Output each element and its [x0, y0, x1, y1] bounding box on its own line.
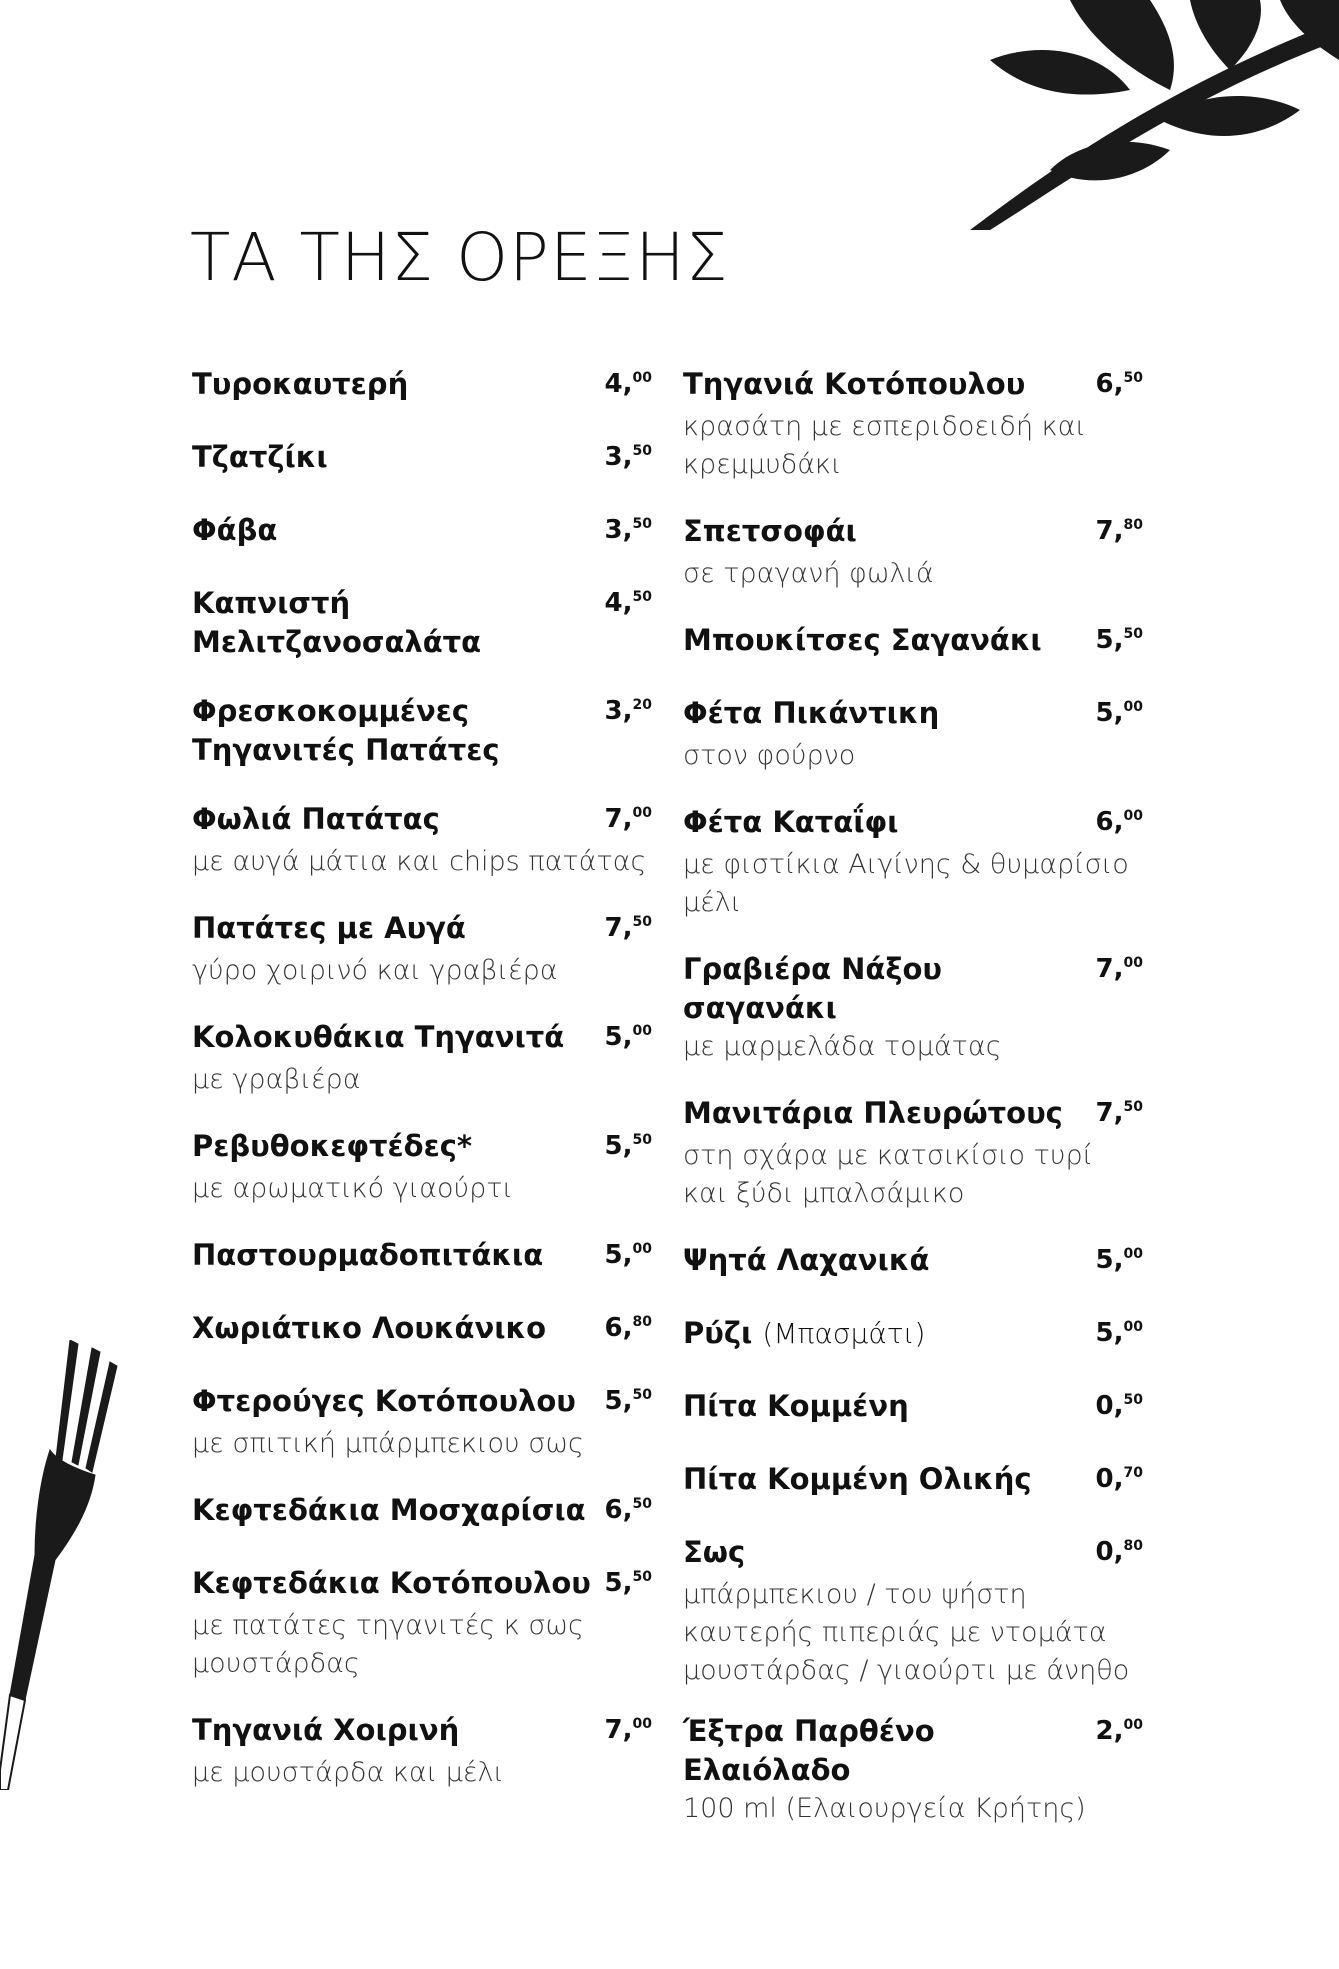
menu-item-price: [1088, 694, 1143, 737]
price-whole: 5,: [604, 1240, 633, 1270]
menu-column-left: [192, 365, 652, 1792]
menu-item: [683, 1460, 1143, 1503]
price-whole: 5,: [604, 1022, 633, 1052]
price-whole: 3,: [604, 696, 633, 726]
price-cents: 50: [1123, 1392, 1143, 1408]
menu-item-price: [597, 1491, 652, 1534]
menu-item-header: [683, 512, 1143, 555]
price-whole: 6,: [1095, 369, 1124, 399]
menu-item-name: [192, 1711, 459, 1750]
price-whole: 7,: [604, 804, 633, 834]
menu-item-price: [597, 1127, 652, 1170]
menu-item-name: [683, 1533, 745, 1572]
leaf-branch-icon: [930, 0, 1339, 230]
menu-item: [192, 1491, 652, 1534]
price-cents: 00: [632, 370, 652, 386]
menu-item: [683, 512, 1143, 593]
menu-item-header: [683, 1387, 1143, 1430]
menu-item-name-text: Ρύζι: [683, 1316, 753, 1350]
menu-item-price: [597, 1309, 652, 1352]
menu-item-name: [683, 803, 898, 842]
menu-item-name: [683, 1460, 1032, 1499]
menu-item-name: [192, 584, 597, 662]
price-cents: 50: [632, 914, 652, 930]
price-cents: 80: [1123, 517, 1143, 533]
menu-item-name: [192, 800, 440, 839]
menu-item-name-text: Χωριάτικο Λουκάνικο: [192, 1311, 547, 1345]
menu-item: [683, 365, 1143, 484]
menu-item-price: [597, 438, 652, 481]
price-whole: 7,: [1095, 516, 1124, 546]
price-cents: 50: [632, 516, 652, 532]
menu-item-header: [192, 1018, 652, 1061]
menu-item: [192, 1564, 652, 1683]
menu-item-description: 100 ml (Ελαιουργεία Κρήτης): [683, 1793, 1086, 1824]
price-whole: 5,: [1095, 625, 1124, 655]
menu-item-name-text: Τηγανιά Κοτόπουλου: [683, 367, 1026, 401]
menu-item-header: [192, 1309, 652, 1352]
menu-item-price: [597, 584, 652, 627]
menu-item-header: [683, 950, 1143, 1028]
menu-item-header: [192, 909, 652, 952]
menu-item: [192, 909, 652, 990]
price-whole: 7,: [1095, 1098, 1124, 1128]
menu-item-header: [683, 1712, 1143, 1790]
menu-item-name: [192, 1127, 472, 1166]
menu-item-name-text: Φωλιά Πατάτας: [192, 802, 440, 836]
price-cents: 00: [1123, 1319, 1143, 1335]
menu-item-header: [683, 1241, 1143, 1284]
menu-item-name: [192, 1236, 543, 1275]
menu-column-right: [683, 365, 1143, 1828]
menu-item: [683, 1241, 1143, 1284]
menu-item: [683, 950, 1143, 1066]
price-cents: 50: [1123, 1099, 1143, 1115]
price-cents: 80: [632, 1314, 652, 1330]
menu-item: [192, 1127, 652, 1208]
menu-item-name-text: Σως: [683, 1535, 746, 1569]
price-whole: 7,: [604, 913, 633, 943]
menu-item-price: [1088, 621, 1143, 664]
menu-item-name-text: Ρεβυθοκεφτέδες*: [192, 1129, 473, 1163]
price-whole: 4,: [604, 588, 633, 618]
menu-item-name-text: Φάβα: [192, 513, 278, 547]
menu-item-name-text: Τζατζίκι: [192, 440, 328, 474]
menu-item: [192, 365, 652, 408]
price-whole: 5,: [1095, 1318, 1124, 1348]
menu-item-price: [1088, 1314, 1143, 1357]
price-cents: 00: [1123, 808, 1143, 824]
price-whole: 0,: [1095, 1537, 1124, 1567]
menu-item-name-text: Πατάτες με Αυγά: [192, 911, 466, 945]
menu-item-price: [1088, 1387, 1143, 1430]
menu-item-name-text: Φέτα Πικάντικη: [683, 696, 940, 730]
menu-item-name-text: Μπουκίτσες Σαγανάκι: [683, 623, 1042, 657]
menu-item: [192, 1711, 652, 1792]
menu-item-description: με μουστάρδα και μέλι: [192, 1757, 504, 1788]
menu-item-description: μπάρμπεκιου / του ψήστη καυτερής πιπεριάς με ντομάτα μουστάρδας / γιαούρτι με άνηθο: [683, 1579, 1130, 1686]
menu-item-name: [683, 512, 857, 551]
menu-item-name: [192, 1309, 546, 1348]
menu-item-description: σε τραγανή φωλιά: [683, 558, 934, 589]
price-whole: 3,: [604, 515, 633, 545]
menu-item-header: [192, 1491, 652, 1534]
menu-item-name-text: Έξτρα Παρθένο Ελαιόλαδο: [683, 1714, 935, 1787]
menu-item-header: [192, 1127, 652, 1170]
price-cents: 50: [632, 1569, 652, 1585]
menu-item-price: [1088, 1094, 1143, 1137]
menu-item-header: [192, 692, 652, 770]
price-cents: 50: [632, 589, 652, 605]
menu-item-header: [683, 1094, 1143, 1137]
price-cents: 50: [632, 1387, 652, 1403]
menu-item-name-text: Πίτα Κομμένη: [683, 1389, 909, 1423]
price-cents: 00: [632, 1023, 652, 1039]
menu-item-description: γύρο χοιρινό και γραβιέρα: [192, 955, 558, 986]
menu-item: [683, 1712, 1143, 1828]
menu-item-header: [192, 584, 652, 662]
menu-item-price: [597, 800, 652, 843]
menu-item-header: [192, 511, 652, 554]
menu-item-name: [192, 909, 466, 948]
menu-item-price: [1088, 1712, 1143, 1755]
menu-item-name: [192, 1491, 586, 1530]
menu-item-name: [192, 365, 408, 404]
menu-item-price: [1088, 365, 1143, 408]
price-whole: 7,: [1095, 954, 1124, 984]
menu-item-header: [192, 1564, 652, 1607]
menu-item-price: [1088, 1241, 1143, 1284]
menu-item-name: [683, 694, 939, 733]
price-cents: 00: [632, 805, 652, 821]
menu-item-name-text: Τυροκαυτερή: [192, 367, 409, 401]
price-whole: 0,: [1095, 1391, 1124, 1421]
menu-item: [192, 584, 652, 662]
menu-item-header: [683, 1533, 1143, 1576]
price-cents: 50: [1123, 370, 1143, 386]
price-whole: 6,: [604, 1313, 633, 1343]
fork-icon: [0, 1340, 120, 1790]
menu-item-header: [192, 1236, 652, 1279]
menu-item-name: [192, 1564, 591, 1603]
menu-item: [192, 438, 652, 481]
menu-item: [192, 1382, 652, 1463]
price-cents: 20: [632, 697, 652, 713]
menu-item-price: [1088, 803, 1143, 846]
menu-item-description: με φιστίκια Αιγίνης & θυμαρίσιο μέλι: [683, 849, 1129, 918]
menu-item-description: στον φούρνο: [683, 740, 856, 771]
menu-item-header: [192, 365, 652, 408]
price-cents: 00: [632, 1241, 652, 1257]
menu-item-description: με μαρμελάδα τομάτας: [683, 1031, 1002, 1062]
price-whole: 0,: [1095, 1464, 1124, 1494]
menu-item-name-text: Φρεσκοκομμένες Τηγανιτές Πατάτες: [192, 694, 500, 767]
menu-item-name-text: Φέτα Καταΐφι: [683, 805, 899, 839]
menu-item: [683, 694, 1143, 775]
menu-item-price: [597, 1018, 652, 1061]
price-whole: 5,: [604, 1131, 633, 1161]
price-whole: 6,: [604, 1495, 633, 1525]
price-whole: 5,: [604, 1568, 633, 1598]
menu-item-name: [192, 1382, 576, 1421]
menu-item-name-text: Παστουρμαδοπιτάκια: [192, 1238, 544, 1272]
menu-item-price: [597, 511, 652, 554]
price-cents: 00: [1123, 1246, 1143, 1262]
menu-item-name-text: Κεφτεδάκια Μοσχαρίσια: [192, 1493, 586, 1527]
menu-item: [683, 1094, 1143, 1213]
menu-item: [192, 1018, 652, 1099]
menu-item-name-text: Φτερούγες Κοτόπουλου: [192, 1384, 576, 1418]
menu-item-name: [683, 1712, 1088, 1790]
price-whole: 5,: [1095, 1245, 1124, 1275]
menu-item-header: [683, 1460, 1143, 1503]
menu-item-price: [1088, 512, 1143, 555]
menu-item-name-extra: (Μπασμάτι): [762, 1317, 926, 1350]
menu-item-name: [683, 621, 1042, 660]
menu-item-description: κρασάτη με εσπεριδοειδή και κρεμμυδάκι: [683, 411, 1086, 480]
price-whole: 7,: [604, 1715, 633, 1745]
price-cents: 50: [632, 443, 652, 459]
price-cents: 00: [1123, 955, 1143, 971]
menu-item-name-text: Μανιτάρια Πλευρώτους: [683, 1096, 1063, 1130]
price-whole: 6,: [1095, 807, 1124, 837]
menu-item-price: [597, 1564, 652, 1607]
menu-item: [683, 1533, 1143, 1690]
menu-item-name-text: Κεφτεδάκια Κοτόπουλου: [192, 1566, 591, 1600]
menu-item-description: με σπιτική μπάρμπεκιου σως: [192, 1428, 584, 1459]
menu-item-name: [192, 438, 328, 477]
menu-item-price: [597, 1711, 652, 1754]
menu-item: [192, 511, 652, 554]
menu-item-name-text: Καπνιστή Μελιτζανοσαλάτα: [192, 586, 482, 659]
menu-item-description: με γραβιέρα: [192, 1064, 361, 1095]
price-whole: 5,: [1095, 698, 1124, 728]
price-cents: 00: [1123, 1717, 1143, 1733]
price-whole: 5,: [604, 1386, 633, 1416]
menu-item-description: στη σχάρα με κατσικίσιο τυρί και ξύδι μπαλσάμικο: [683, 1140, 1094, 1209]
menu-item-header: [683, 1314, 1143, 1357]
menu-item-header: [683, 694, 1143, 737]
menu-item-header: [683, 365, 1143, 408]
menu-item: [192, 1309, 652, 1352]
menu-item: [192, 692, 652, 770]
menu-item-name-text: Ψητά Λαχανικά: [683, 1243, 930, 1277]
menu-item-name-text: Σπετσοφάι: [683, 514, 857, 548]
menu-item: [683, 621, 1143, 664]
price-cents: 00: [632, 1716, 652, 1732]
menu-item-price: [597, 909, 652, 952]
price-cents: 00: [1123, 699, 1143, 715]
menu-item: [683, 1387, 1143, 1430]
menu-item-price: [1088, 1460, 1143, 1503]
menu-item-price: [597, 692, 652, 735]
menu-item-header: [192, 800, 652, 843]
menu-item-name: [683, 1387, 909, 1426]
menu-item-price: [597, 365, 652, 408]
menu-item-name-text: Κολοκυθάκια Τηγανιτά: [192, 1020, 565, 1054]
menu-item-name: [683, 1241, 929, 1280]
price-whole: 2,: [1095, 1716, 1124, 1746]
menu-item: [683, 803, 1143, 922]
price-whole: 4,: [604, 369, 633, 399]
menu-item-price: [1088, 1533, 1143, 1576]
menu-item-description: με αυγά μάτια και chips πατάτας: [192, 846, 647, 877]
menu-item-price: [597, 1236, 652, 1279]
menu-item-header: [683, 803, 1143, 846]
menu-item-header: [192, 1382, 652, 1425]
menu-item-name: [683, 1314, 925, 1353]
price-cents: 50: [1123, 626, 1143, 642]
menu-item-header: [192, 438, 652, 481]
price-cents: 70: [1123, 1465, 1143, 1481]
menu-item-name: [683, 365, 1025, 404]
menu-item-name: [192, 1018, 564, 1057]
menu-item-header: [683, 621, 1143, 664]
menu-item-name: [683, 1094, 1063, 1133]
menu-item-name-text: Τηγανιά Χοιρινή: [192, 1713, 460, 1747]
menu-item: [192, 800, 652, 881]
menu-item-name: [192, 511, 277, 550]
menu-item-price: [597, 1382, 652, 1425]
menu-item-price: [1088, 950, 1143, 993]
price-cents: 50: [632, 1496, 652, 1512]
price-whole: 3,: [604, 442, 633, 472]
menu-item-name-text: Γραβιέρα Νάξου σαγανάκι: [683, 952, 942, 1025]
price-cents: 50: [632, 1132, 652, 1148]
menu-item-name-text: Πίτα Κομμένη Ολικής: [683, 1462, 1032, 1496]
menu-item-name: [192, 692, 597, 770]
menu-item: [192, 1236, 652, 1279]
menu-item-description: με πατάτες τηγανιτές κ σως μουστάρδας: [192, 1610, 584, 1679]
price-cents: 80: [1123, 1538, 1143, 1554]
menu-item-header: [192, 1711, 652, 1754]
menu-item-description: με αρωματικό γιαούρτι: [192, 1173, 513, 1204]
menu-item: [683, 1314, 1143, 1357]
menu-item-name: [683, 950, 1088, 1028]
page-title: ΤΑ ΤΗΣ ΟΡΕΞΗΣ: [190, 219, 729, 296]
